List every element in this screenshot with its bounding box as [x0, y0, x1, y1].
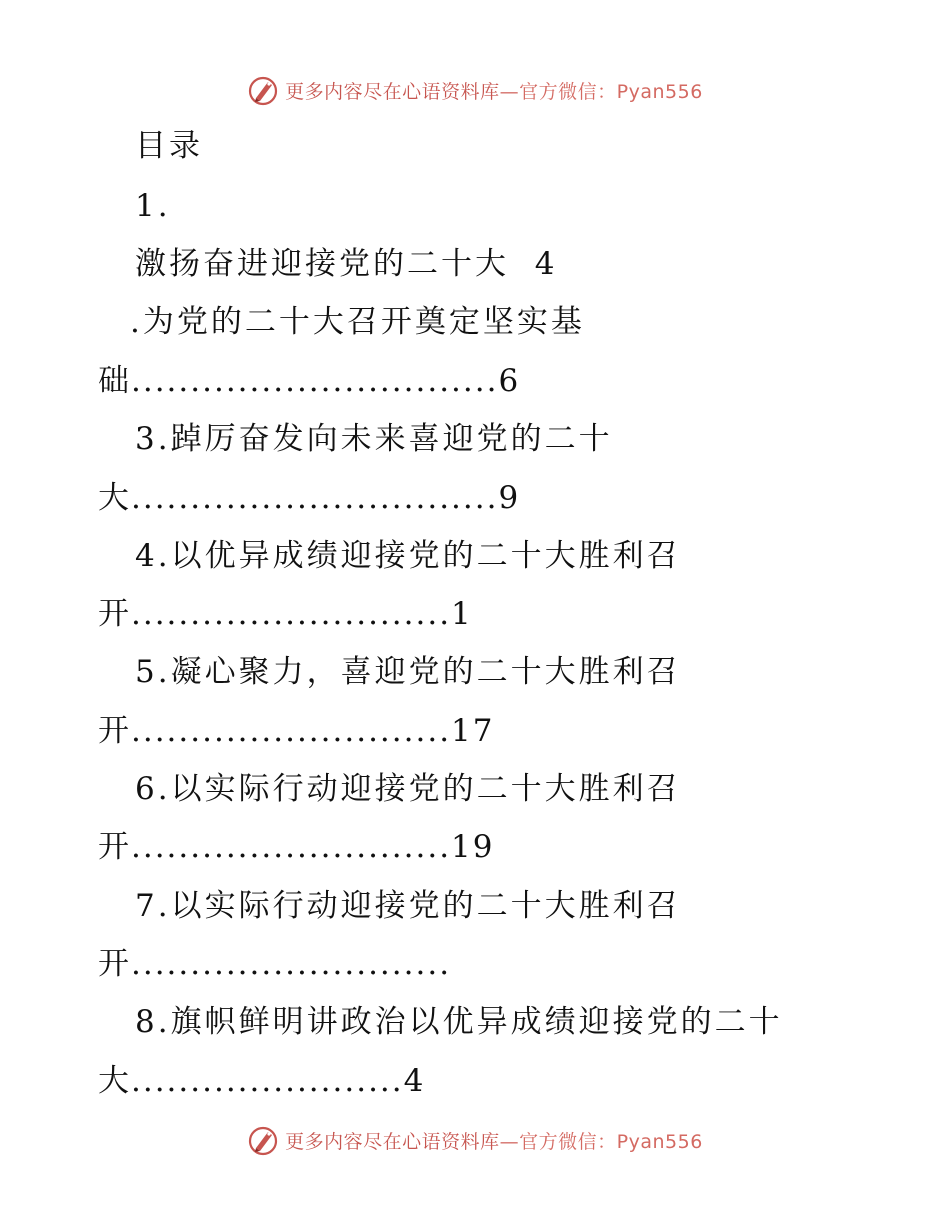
toc-line: 5.凝心聚力，喜迎党的二十大胜利召: [135, 654, 681, 690]
toc-line: 4.以优异成绩迎接党的二十大胜利召: [135, 538, 681, 574]
toc-line: 大.......................4: [98, 1063, 426, 1099]
header-watermark: [0, 70, 950, 110]
toc-line: 1.: [135, 188, 171, 224]
toc-line: 6.以实际行动迎接党的二十大胜利召: [135, 771, 681, 807]
pen-logo-icon: [247, 74, 279, 106]
toc-line: 8.旗帜鲜明讲政治以优异成绩迎接党的二十: [135, 1004, 783, 1040]
pen-logo-icon: [247, 1124, 279, 1156]
toc-line: 大...............................9: [98, 480, 521, 516]
toc-line: 开...........................19: [98, 829, 495, 865]
toc-line: .为党的二十大召开奠定坚实基: [130, 304, 585, 340]
toc-line: 开...........................1: [98, 596, 473, 632]
toc-line: 7.以实际行动迎接党的二十大胜利召: [135, 888, 681, 924]
toc-line: 开...........................: [98, 946, 452, 982]
toc-title: 目录: [135, 128, 203, 164]
toc-line: 开...........................17: [98, 713, 495, 749]
footer-watermark: [0, 1120, 950, 1160]
toc-line: 3.踔厉奋发向未来喜迎党的二十: [135, 421, 613, 457]
watermark-text: 更多内容尽在心语资料库—官方微信：Pyan556: [285, 1130, 703, 1153]
watermark-text: 更多内容尽在心语资料库—官方微信：Pyan556: [285, 80, 703, 103]
toc-line: 激扬奋进迎接党的二十大 4: [135, 246, 558, 282]
toc-line: 础...............................6: [98, 363, 521, 399]
